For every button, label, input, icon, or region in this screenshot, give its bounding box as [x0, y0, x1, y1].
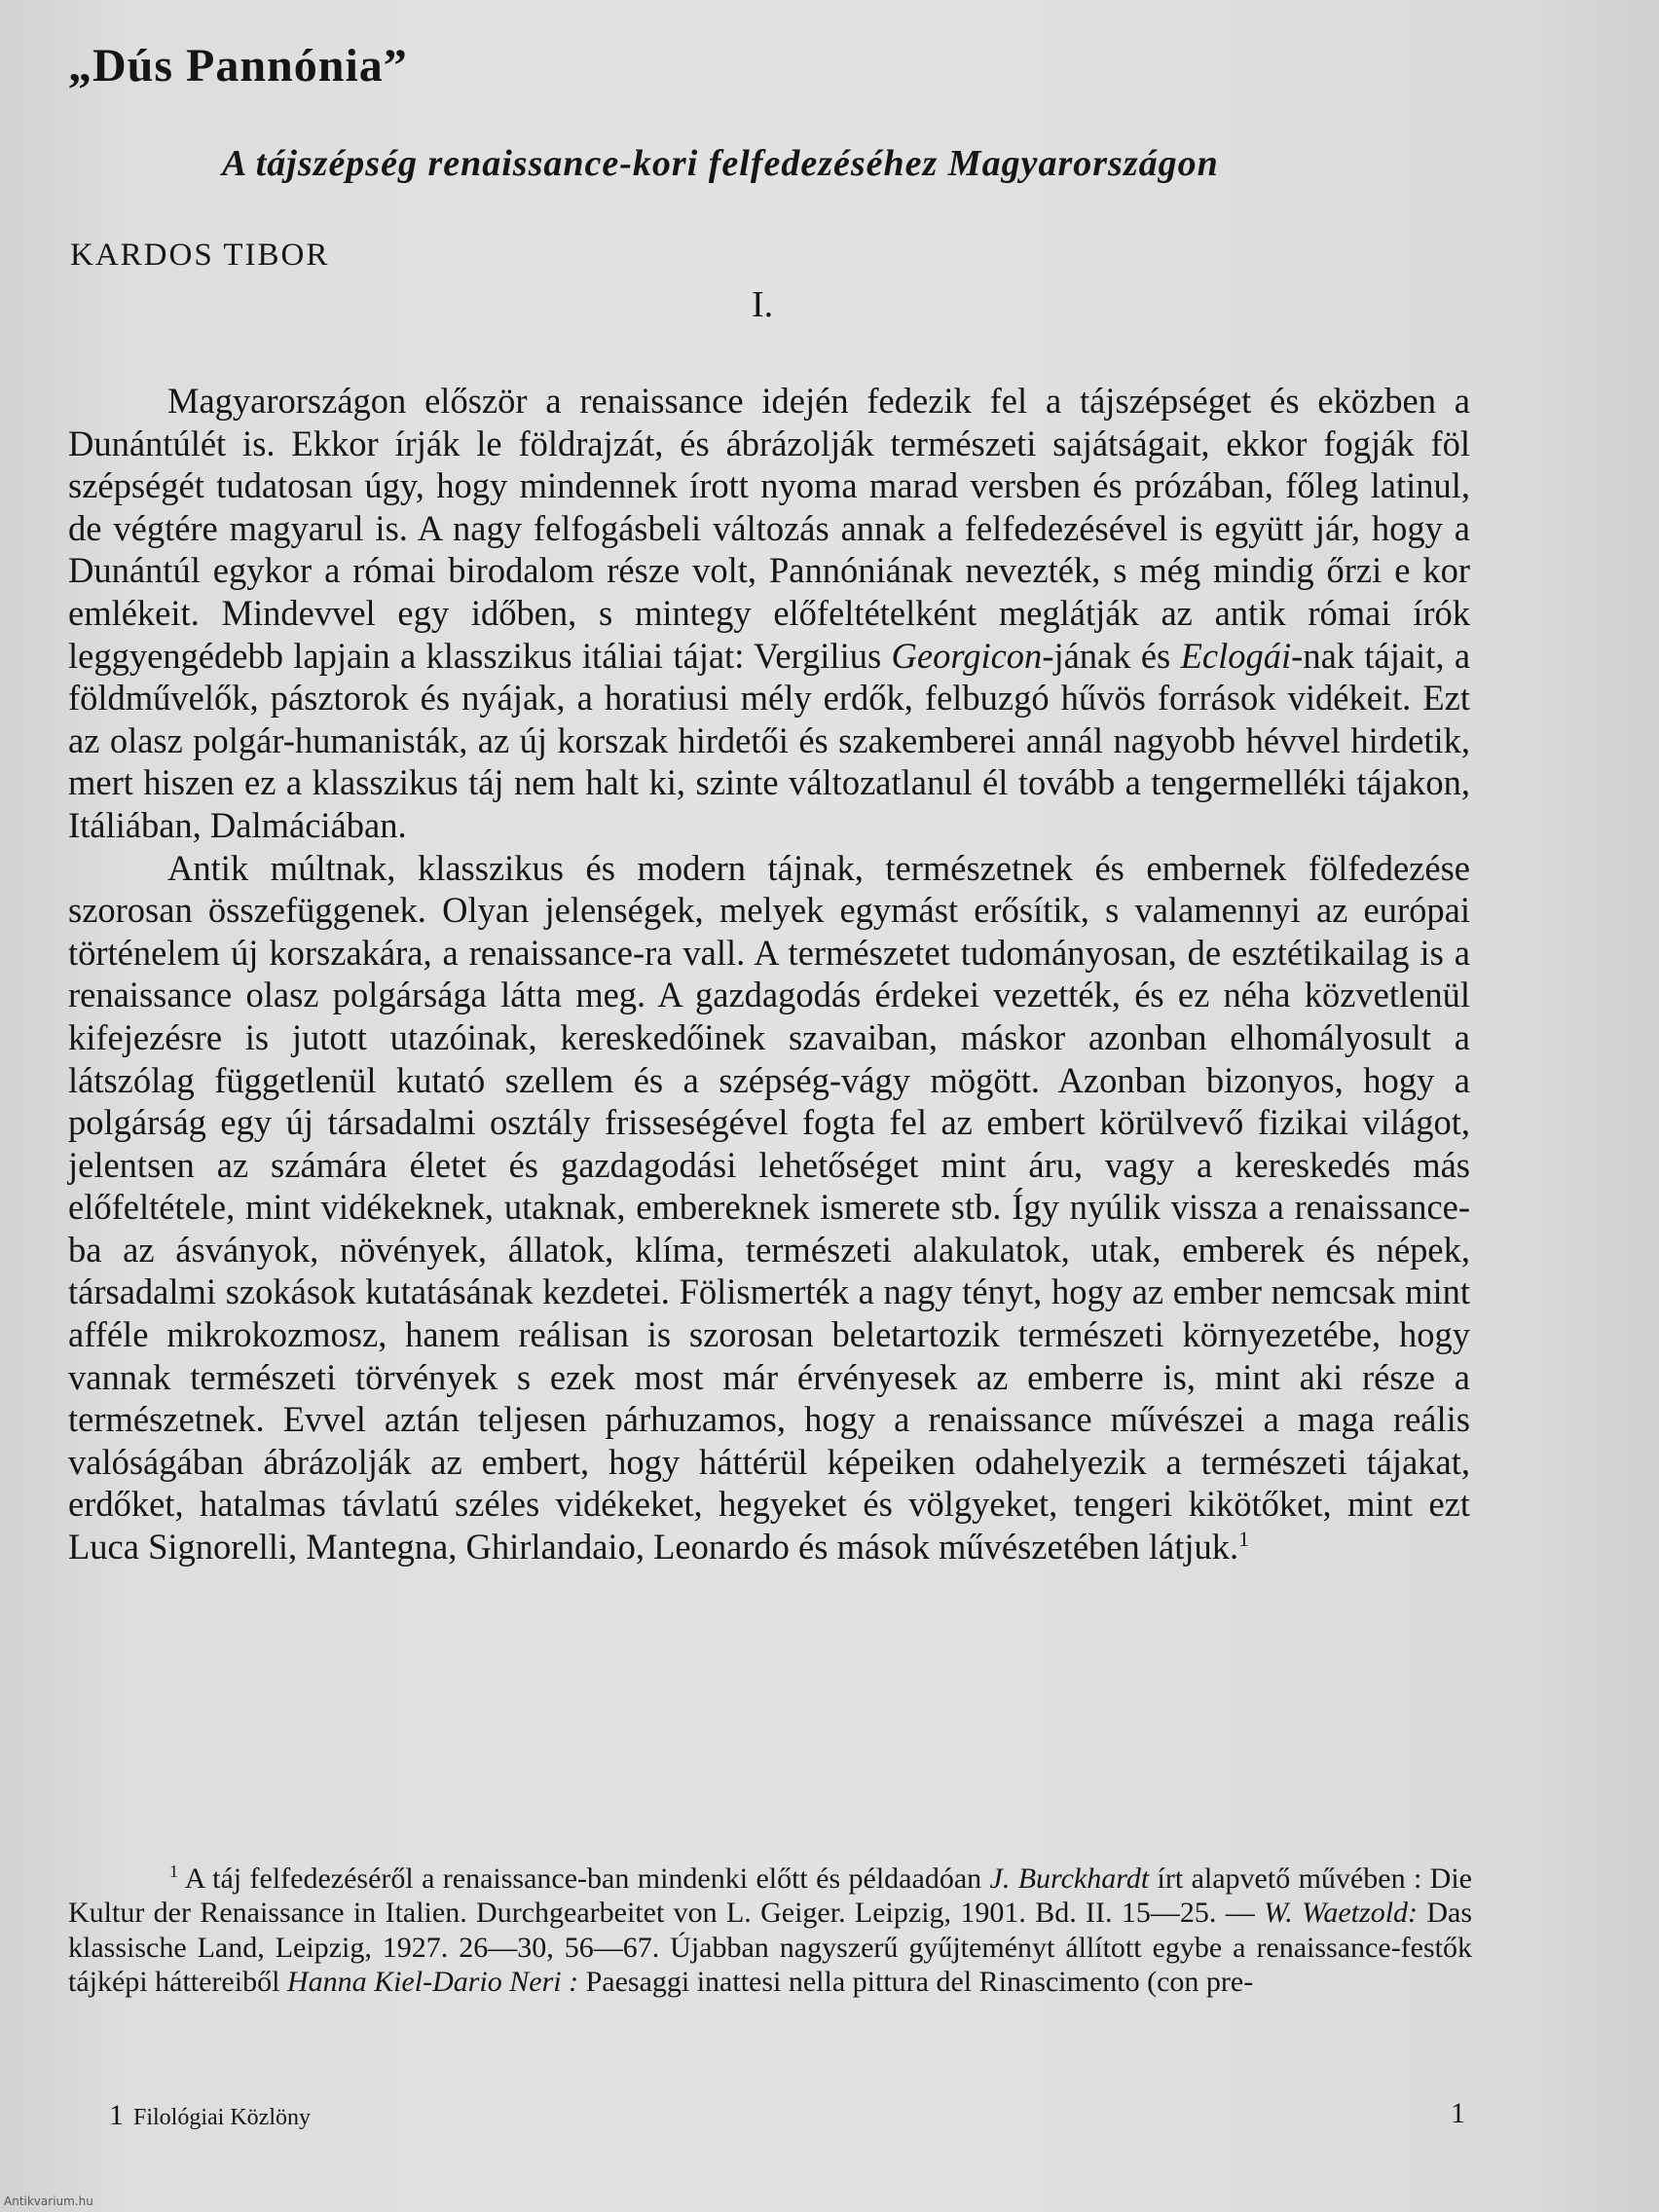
title-eclogai: Eclogái [1180, 635, 1292, 676]
footnote [68, 1862, 1472, 1999]
article-title: „Dús Pannónia” [68, 40, 408, 92]
signature-number: 1 [109, 2099, 124, 2131]
footer-journal [109, 2099, 311, 2132]
page-number: 1 [1451, 2097, 1465, 2129]
footnote-reference[interactable]: 1 [1238, 1526, 1250, 1551]
article-subtitle: A tájszépség renaissance-kori felfedezéséhez Magyarországon [222, 143, 1219, 184]
footnote-text-cont2: Das klassische Land, Leipzig, 1927. 26—30, 56—67. Újabban nagyszerű gyűjteményt állított egybe a renaissance-festők tájképi háttereiből [68, 1897, 1473, 1998]
paragraph-1-text-cont: -jának és [1042, 635, 1171, 676]
section-number: I. [752, 284, 774, 325]
article-body [68, 380, 1470, 1568]
watermark: Antikvarium.hu [4, 2194, 93, 2208]
footnote-author-burckhardt: J. Burckhardt [989, 1862, 1150, 1895]
paragraph-1-text-end: -nak tájait, a földművelők, pásztorok és nyájak, a horatiusi mély erdők, felbuzgó hűvös források vidékeit. Ezt az olasz polgár-humanisták, az új korszak hirdetői és szakemberei annál nagyobb hévvel hirdetik, mert hiszen ez a klasszikus táj nem halt ki, szinte változatlanul él tovább a tengermelléki tájakon, Itáliában, Dalmáciában. [68, 635, 1471, 845]
footnote-text-end: Paesaggi inattesi nella pittura del Rinascimento (con pre- [585, 1965, 1254, 1998]
article-author: KARDOS TIBOR [70, 238, 330, 273]
title-georgicon: Georgicon [891, 635, 1043, 676]
paragraph-2 [68, 847, 1470, 1568]
paragraph-1 [68, 380, 1470, 847]
footnote-author-kiel-neri: Hanna Kiel-Dario Neri : [286, 1965, 579, 1998]
paragraph-1-text: Magyarországon először a renaissance idején fedezik fel a tájszépséget és eközben a Dunántúlét is. Ekkor írják le földrajzát, és ábrázolják természeti sajátságait, ekkor fogják föl szépségét tudatosan úgy, hogy mindennek írott nyoma marad versben és prózában, főleg latinul, de végtére magyarul is. A nagy felfogásbeli változás annak a felfedezésével is együtt jár, hogy a Dunántúl egykor a római birodalom része volt, Pannóniának nevezték, s még mindig őrzi e kor emlékeit. Mindevvel egy időben, s mintegy előfeltételként meglátják az antik római írók leggyengédebb lapjain a klasszikus itáliai tájat: Vergilius [68, 381, 1470, 676]
paragraph-2-text: Antik múltnak, klasszikus és modern tájnak, természetnek és embernek fölfedezése szorosan összefüggenek. Olyan jelenségek, melyek egymást erősítik, s valamennyi az európai történelem új korszakára, a renaissance-ra vall. A természetet tudományosan, de esztétikailag is a renaissance olasz polgársága látta meg. A gazdagodás érdekei vezették, és ez néha közvetlenül kifejezésre is jutott utazóinak, kereskedőinek szavaiban, máskor azonban elhomályosult a látszólag függetlenül kutató szellem és a szépség-vágy mögött. Azonban bizonyos, hogy a polgárság egy új társadalmi osztály frisseségével fogta fel az embert körülvevő fizikai világot, jelentsen az számára életet és gazdagodási lehetőséget mint áru, vagy a kereskedés más előfeltétele, mint vidékeknek, utaknak, embereknek ismerete stb. Így nyúlik vissza a renaissance-ba az ásványok, növények, állatok, klíma, természeti alakulatok, utak, emberek és népek, társadalmi szokások kutatásának kezdetei. Fölismerték a nagy tényt, hogy az ember nemcsak mint afféle mikrokozmosz, hanem reálisan is szorosan beletartozik természeti környezetébe, hogy vannak természeti törvények s ezek most már érvényesek az emberre is, mint aki része a természetnek. Evvel aztán teljesen párhuzamos, hogy a renaissance művészei a maga reális valóságában ábrázolják az embert, hogy háttérül képeiken odahelyezik a természeti tájakat, erdőket, hatalmas távlatú széles vidékeket, hegyeket és völgyeket, tengeri kikötőket, mint ezt Luca Signorelli, Mantegna, Ghirlandaio, Leonardo és mások művészetében látjuk. [68, 847, 1470, 1567]
footnote-text-cont: írt alapvető művében : Die Kultur der Renaissance in Italien. Durchgearbeitet von L. Geiger. Leipzig, 1901. Bd. II. 15—25. — [68, 1862, 1472, 1930]
journal-name: Filológiai Közlöny [133, 2105, 311, 2130]
footnote-author-waetzold: W. Waetzold: [1264, 1897, 1419, 1930]
footnote-marker: 1 [169, 1862, 178, 1881]
footnote-text: A táj felfedezéséről a renaissance-ban mindenki előtt és példaadóan [184, 1862, 982, 1895]
